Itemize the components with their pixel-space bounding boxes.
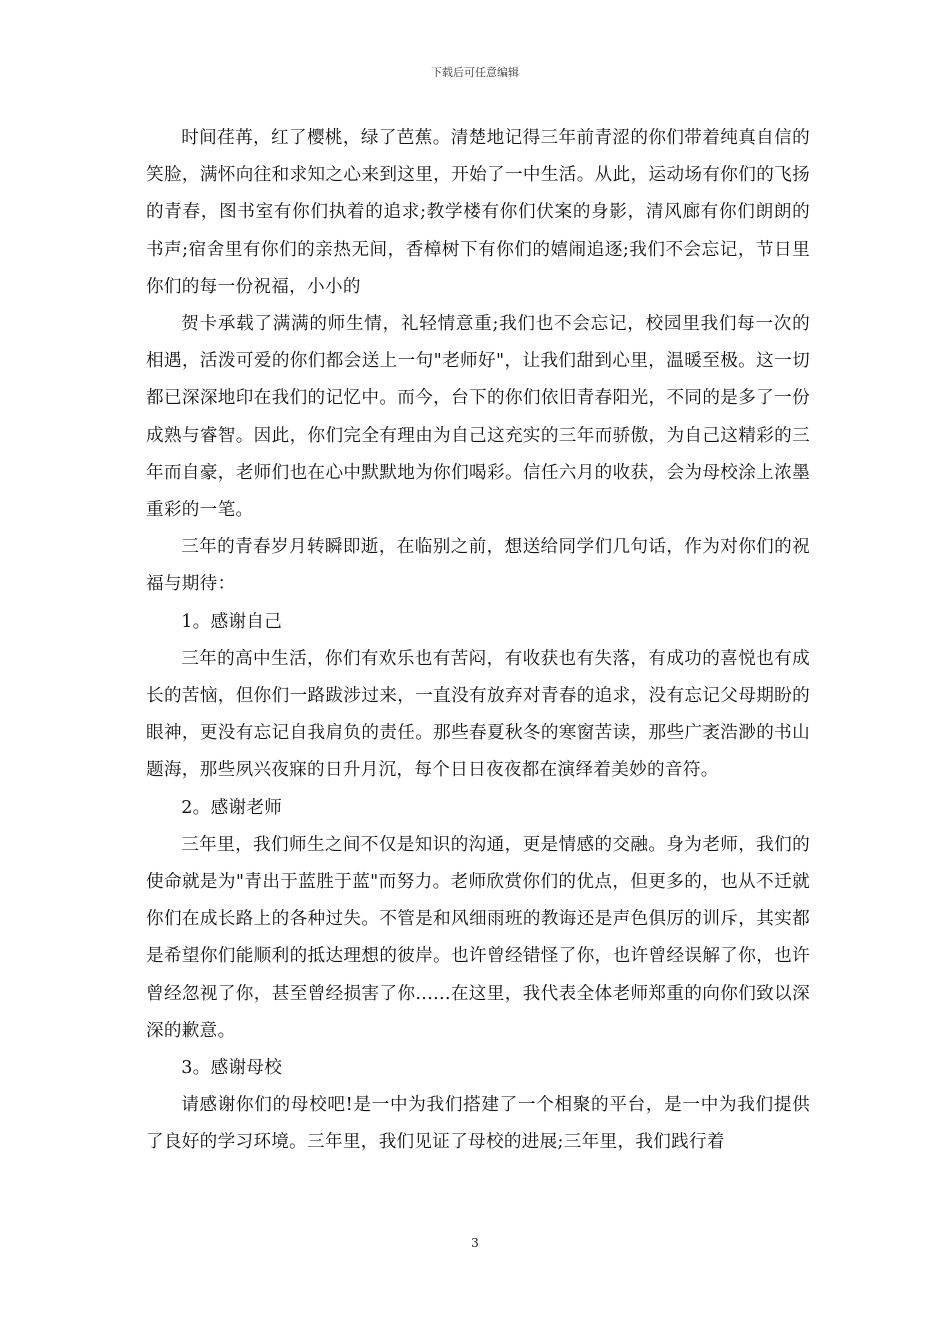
page-header: 下载后可任意编辑	[431, 66, 519, 79]
paragraph-farewell-intro: 三年的青春岁月转瞬即逝，在临别之前，想送给同学们几句话，作为对你们的祝福与期待：	[146, 537, 810, 595]
paragraph-thank-teachers: 三年里，我们师生之间不仅是知识的沟通，更是情感的交融。身为老师，我们的使命就是为"青出于蓝胜于蓝"而努力。老师欣赏你们的优点，但更多的，也从不迁就你们在成长路上的各种过失。不管是和风细雨班的教诲还是声色俱厉的训斥，其实都是希望你们能顺利的抵达理想的彼岸。也许曾经错怪了你，也许曾经误解了你，也许曾经忽视了你，甚至曾经损害了你......在这里，我代表全体老师郑重的向你们致以深深的歉意。	[146, 834, 810, 1041]
heading-thank-yourself: 1。感谢自己	[181, 611, 283, 632]
heading-thank-school: 3。感谢母校	[181, 1058, 283, 1079]
heading-thank-teachers: 2。感谢老师	[181, 797, 283, 818]
page-number: 3	[471, 1236, 479, 1250]
body-text	[146, 120, 810, 1162]
paragraph-memories: 时间荏苒，红了樱桃，绿了芭蕉。清楚地记得三年前青涩的你们带着纯真自信的笑脸，满怀向往和求知之心来到这里，开始了一中生活。从此，运动场有你们的飞扬的青春，图书室有你们执着的追求;教学楼有你们伏案的身影，清风廊有你们朗朗的书声;宿舍里有你们的亲热无间，香樟树下有你们的嬉闹追逐;我们不会忘记，节日里你们的每一份祝福，小小的	[146, 128, 810, 297]
paragraph-thank-school: 请感谢你们的母校吧!是一中为我们搭建了一个相聚的平台，是一中为我们提供了良好的学习环境。三年里，我们见证了母校的进展;三年里，我们践行着	[146, 1095, 810, 1153]
paragraph-greeting-cards: 贺卡承载了满满的师生情，礼轻情意重;我们也不会忘记，校园里我们每一次的相遇，活泼可爱的你们都会送上一句"老师好"，让我们甜到心里，温暖至极。这一切都已深深地印在我们的记忆中。而今，台下的你们依旧青春阳光，不同的是多了一份成熟与睿智。因此，你们完全有理由为自己这充实的三年而骄傲，为自己这精彩的三年而自豪，老师们也在心中默默地为你们喝彩。信任六月的收获，会为母校涂上浓墨重彩的一笔。	[146, 314, 810, 521]
paragraph-thank-yourself: 三年的高中生活，你们有欢乐也有苦闷，有收获也有失落，有成功的喜悦也有成长的苦恼，但你们一路跋涉过来，一直没有放弃对青春的追求，没有忘记父母期盼的眼神，更没有忘记自我肩负的责任。那些春夏秋冬的寒窗苦读，那些广袤浩渺的书山题海，那些夙兴夜寐的日升月沉，每个日日夜夜都在演绎着美妙的音符。	[146, 648, 810, 781]
